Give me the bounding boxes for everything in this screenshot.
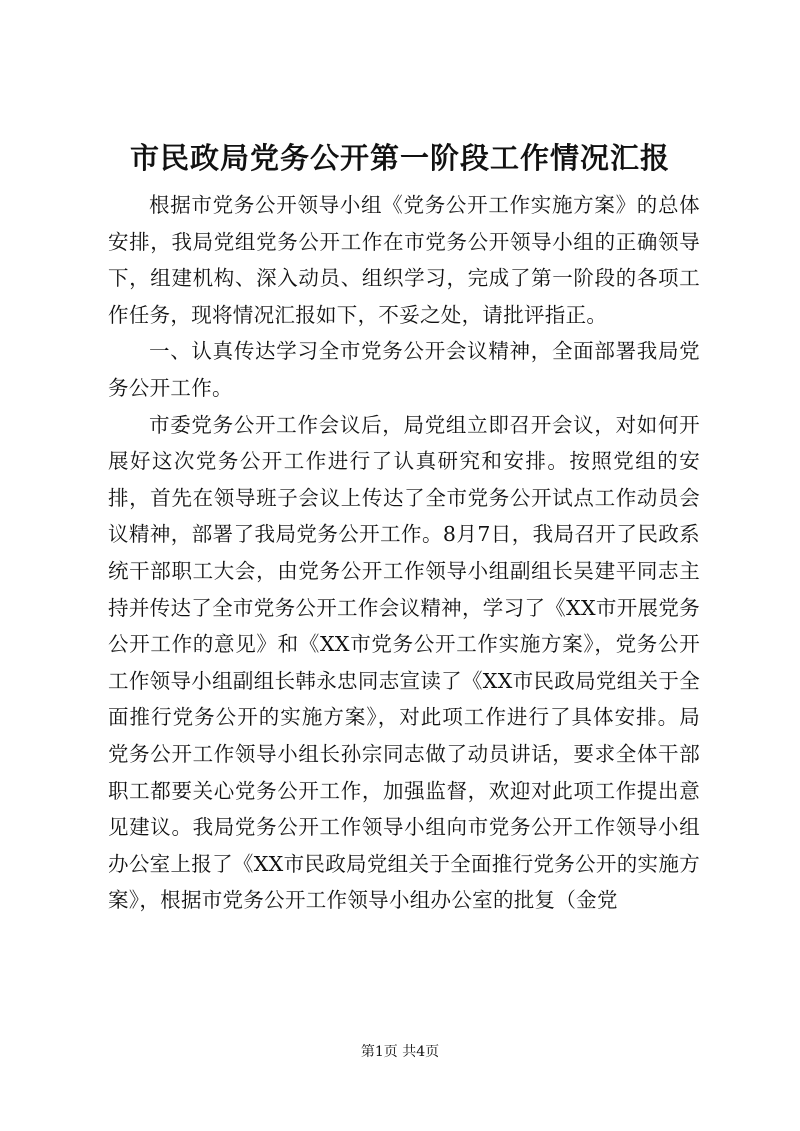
paragraph-details: 市委党务公开工作会议后，局党组立即召开会议，对如何开展好这次党务公开工作进行了认真研究和安排。按照党组的安排，首先在领导班子会议上传达了全市党务公开试点工作动员会议精神，部署了我局党务公开工作。8月7日，我局召开了民政系统干部职工大会，由党务公开工作领导小组副组长吴建平同志主持并传达了全市党务公开工作会议精神，学习了《XX市开展党务公开工作的意见》和《XX市党务公开工作实施方案》，党务公开工作领导小组副组长韩永忠同志宣读了《XX市民政局党组关于全面推行党务公开的实施方案》，对此项工作进行了具体安排。局党务公开工作领导小组长孙宗同志做了动员讲话，要求全体干部职工都要关心党务公开工作，加强监督，欢迎对此项工作提出意见建议。我局党务公开工作领导小组向市党务公开工作领导小组办公室上报了《XX市民政局党组关于全面推行党务公开的实施方案》，根据市党务公开工作领导小组办公室的批复（金党 [108,412,700,913]
page-number: 第1页 共4页 [360,1044,440,1060]
paragraph-section-heading: 一、认真传达学习全市党务公开会议精神，全面部署我局党务公开工作。 [108,339,700,400]
document-body [108,187,700,919]
paragraph-intro: 根据市党务公开领导小组《党务公开工作实施方案》的总体安排，我局党组党务公开工作在市党务公开领导小组的正确领导下，组建机构、深入动员、组织学习，完成了第一阶段的各项工作任务，现将情况汇报如下，不妥之处，请批评指正。 [108,193,700,327]
document-title: 市民政局党务公开第一阶段工作情况汇报 [129,141,670,175]
